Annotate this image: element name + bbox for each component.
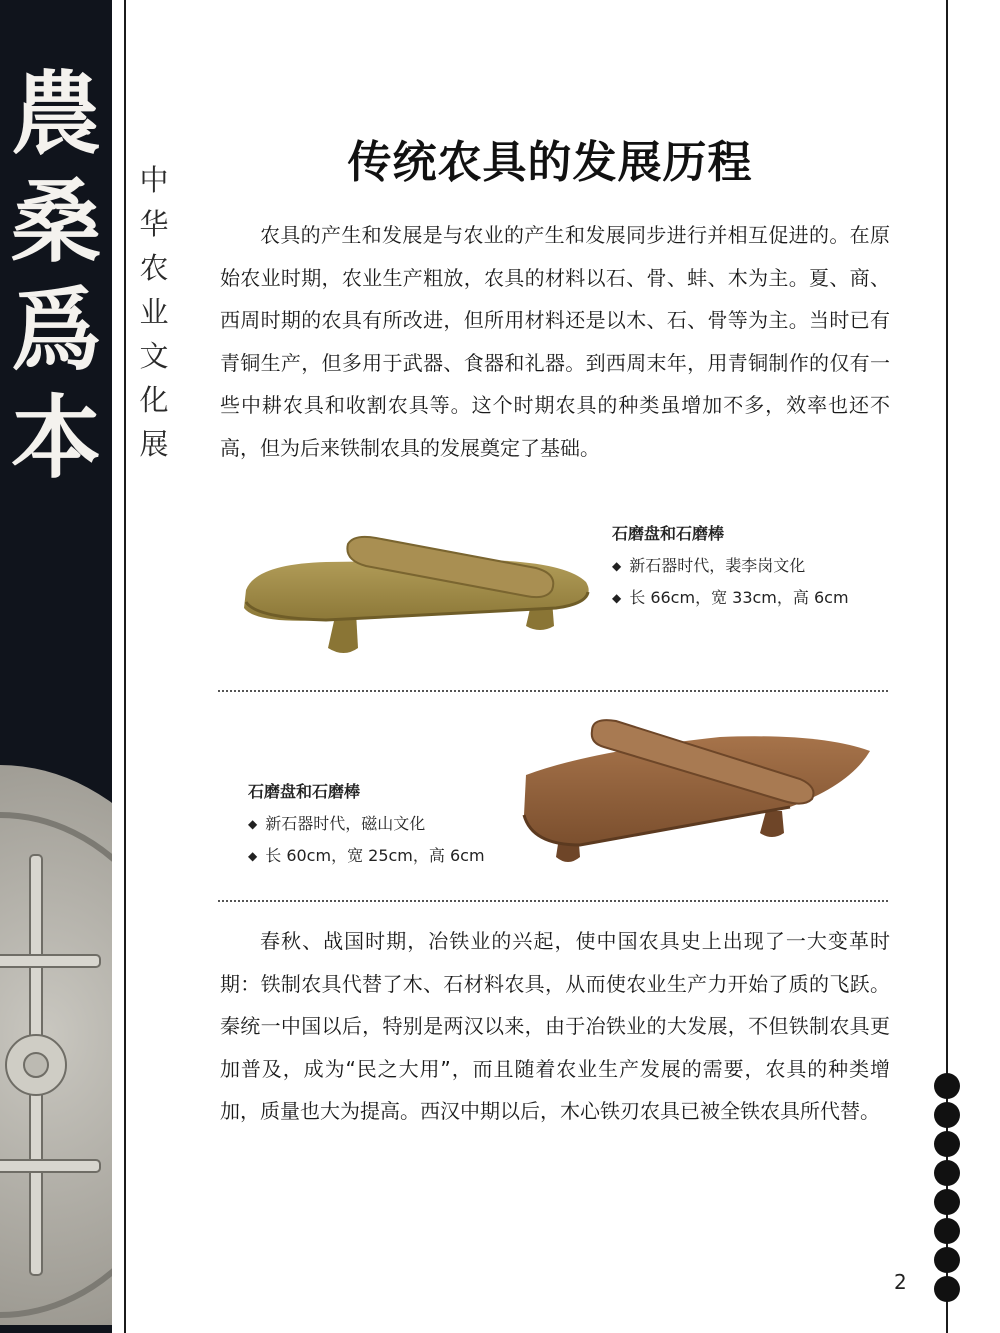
vertical-label-char: 化: [139, 383, 169, 417]
artifact-title: 石磨盘和石磨棒: [612, 524, 725, 543]
artifact-dimensions-line: [612, 582, 849, 614]
artifact-title: 石磨盘和石磨棒: [248, 782, 361, 801]
calligraphy-char: 爲: [11, 277, 101, 383]
artifact-image-1: [236, 530, 606, 660]
dotted-divider-1: [218, 690, 888, 692]
decorative-dot: [934, 1160, 960, 1186]
vertical-label-char: 业: [139, 295, 169, 329]
artifact-period-line: [612, 550, 849, 582]
artifact-caption-1: [612, 518, 849, 614]
page-number: 2: [894, 1270, 907, 1294]
intro-paragraph-text: 农具的产生和发展是与农业的产生和发展同步进行并相互促进的。在原始农业时期，农业生产粗放，农具的材料以石、骨、蚌、木为主。夏、商、西周时期的农具有所改进，但所用材料还是以木、石、骨等为主。当时已有青铜生产，但多用于武器、食器和礼器。到西周末年，用青铜制作的仅有一些中耕农具和收割农具等。这个时期农具的种类虽增加不多，效率也还不高，但为后来铁制农具的发展奠定了基础。: [220, 223, 890, 460]
diamond-bullet-icon: ◆: [612, 591, 622, 605]
intro-paragraph: [220, 214, 890, 470]
decorative-dot: [934, 1073, 960, 1099]
artifact-period-line: [248, 808, 485, 840]
dotted-divider-2: [218, 900, 888, 902]
decorative-dot: [934, 1218, 960, 1244]
artifact-caption-2: [248, 776, 485, 872]
vertical-label-char: 华: [139, 207, 169, 241]
calligraphy-char: 本: [11, 385, 101, 491]
vertical-label-char: 展: [139, 427, 169, 461]
decorative-dots: [934, 1073, 964, 1305]
frame-line-left: [124, 0, 126, 1333]
diamond-bullet-icon: ◆: [248, 849, 258, 863]
calligraphy-char: 桑: [11, 169, 101, 275]
stone-seal-image: [0, 765, 112, 1325]
artifact-period: 新石器时代，裴李岗文化: [629, 556, 806, 575]
artifact-dimensions: 长 66cm，宽 33cm，高 6cm: [629, 588, 849, 607]
decorative-dot: [934, 1276, 960, 1302]
page-title: 传统农具的发展历程: [347, 137, 753, 188]
artifact-image-2: [520, 715, 875, 870]
decorative-dot: [934, 1102, 960, 1128]
vertical-exhibition-label: [138, 158, 170, 466]
vertical-label-char: 文: [139, 339, 169, 373]
artifact-dimensions-line: [248, 840, 485, 872]
diamond-bullet-icon: ◆: [248, 817, 258, 831]
artifact-period: 新石器时代，磁山文化: [265, 814, 426, 833]
closing-paragraph-text: 春秋、战国时期，冶铁业的兴起，使中国农具史上出现了一大变革时期：铁制农具代替了木、石材料农具，从而使农业生产力开始了质的飞跃。秦统一中国以后，特别是两汉以来，由于冶铁业的大发展，不但铁制农具更加普及，成为“民之大用”，而且随着农业生产发展的需要，农具的种类增加，质量也大为提高。西汉中期以后，木心铁刃农具已被全铁农具所代替。: [220, 929, 890, 1124]
calligraphy-char: 農: [11, 61, 101, 167]
diamond-bullet-icon: ◆: [612, 559, 622, 573]
closing-paragraph: [220, 920, 890, 1133]
left-sidebar: [0, 0, 112, 1333]
decorative-dot: [934, 1247, 960, 1273]
decorative-dot: [934, 1131, 960, 1157]
artifact-dimensions: 长 60cm，宽 25cm，高 6cm: [265, 846, 485, 865]
calligraphy-title: [0, 60, 112, 492]
vertical-label-char: 农: [139, 251, 169, 285]
vertical-label-char: 中: [139, 163, 169, 197]
decorative-dot: [934, 1189, 960, 1215]
